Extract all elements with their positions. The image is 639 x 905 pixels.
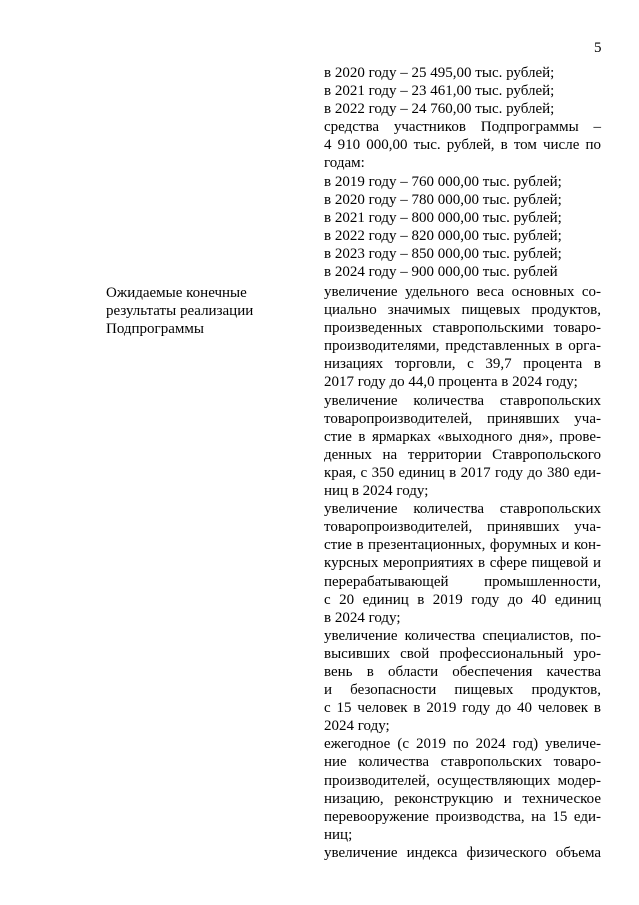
result-line: вень в области обеспечения качества xyxy=(324,663,601,680)
funding-line: в 2021 году – 800 000,00 тыс. рублей; xyxy=(324,209,562,226)
result-line: увеличение количества ставропольских xyxy=(324,392,601,409)
result-line: стие в презентационных, форумных и кон- xyxy=(324,537,601,554)
result-line: перевооружение производства, на 15 еди- xyxy=(324,808,601,825)
funding-line: в 2020 году – 780 000,00 тыс. рублей; xyxy=(324,191,562,208)
result-line: 2017 году до 44,0 процента в 2024 году; xyxy=(324,374,578,391)
result-line: ние количества ставропольских товаро- xyxy=(324,754,601,771)
result-line: произведенных ставропольскими товаро- xyxy=(324,320,601,337)
result-line: края, с 350 единиц в 2017 году до 380 еди- xyxy=(324,464,601,481)
label-line: результаты реализации xyxy=(106,303,254,320)
result-line: увеличение индекса физического объема xyxy=(324,844,601,861)
funding-line: в 2022 году – 820 000,00 тыс. рублей; xyxy=(324,227,562,244)
funding-text-block xyxy=(324,64,601,281)
expected-results-label xyxy=(106,284,286,338)
funding-line: в 2021 году – 23 461,00 тыс. рублей; xyxy=(324,83,555,100)
result-line: ниц в 2024 году; xyxy=(324,483,429,500)
result-line: низациях торговли, с 39,7 процента в xyxy=(324,356,601,373)
funding-line: в 2019 году – 760 000,00 тыс. рублей; xyxy=(324,173,562,190)
result-line: низацию, реконструкцию и техническое xyxy=(324,790,601,807)
result-line: товаропроизводителей, принявших уча- xyxy=(324,410,601,427)
result-line: циально значимых пищевых продуктов, xyxy=(324,302,601,319)
funding-line: в 2024 году – 900 000,00 тыс. рублей xyxy=(324,264,558,281)
funding-line: годам: xyxy=(324,155,365,172)
result-line: увеличение количества специалистов, по- xyxy=(324,627,601,644)
result-line: увеличение удельного веса основных со- xyxy=(324,284,601,300)
result-line: увеличение количества ставропольских xyxy=(324,501,601,518)
funding-line: в 2020 году – 25 495,00 тыс. рублей; xyxy=(324,65,555,81)
funding-line: средства участников Подпрограммы – xyxy=(324,119,601,136)
expected-results-text xyxy=(324,283,601,862)
result-line: производителей, осуществляющих модер- xyxy=(324,772,601,789)
funding-line: в 2023 году – 850 000,00 тыс. рублей; xyxy=(324,245,562,262)
result-line: высивших свой профессиональный уро- xyxy=(324,645,601,662)
result-line: курсных мероприятиях в сфере пищевой и xyxy=(324,555,601,572)
label-line: Подпрограммы xyxy=(106,321,204,338)
result-line: и безопасности пищевых продуктов, xyxy=(324,682,601,699)
label-line: Ожидаемые конечные xyxy=(106,285,247,301)
result-line: с 20 единиц в 2019 году до 40 единиц xyxy=(324,591,601,608)
result-line: в 2024 году; xyxy=(324,609,401,626)
result-line: производителями, представленных в орга- xyxy=(324,338,601,355)
result-line: 2024 году; xyxy=(324,718,390,735)
result-line: стие в ярмарках «выходного дня», прове- xyxy=(324,428,601,445)
result-line: денных на территории Ставропольского xyxy=(324,446,601,463)
page-number: 5 xyxy=(594,40,602,56)
result-line: ежегодное (с 2019 по 2024 год) увеличе- xyxy=(324,736,601,753)
result-line: ниц; xyxy=(324,826,353,843)
result-line: перерабатывающей промышленности, xyxy=(324,573,601,590)
result-line: товаропроизводителей, принявших уча- xyxy=(324,519,601,536)
result-line: с 15 человек в 2019 году до 40 человек в xyxy=(324,700,601,717)
funding-line: в 2022 году – 24 760,00 тыс. рублей; xyxy=(324,101,555,118)
funding-line: 4 910 000,00 тыс. рублей, в том числе по xyxy=(324,137,601,154)
